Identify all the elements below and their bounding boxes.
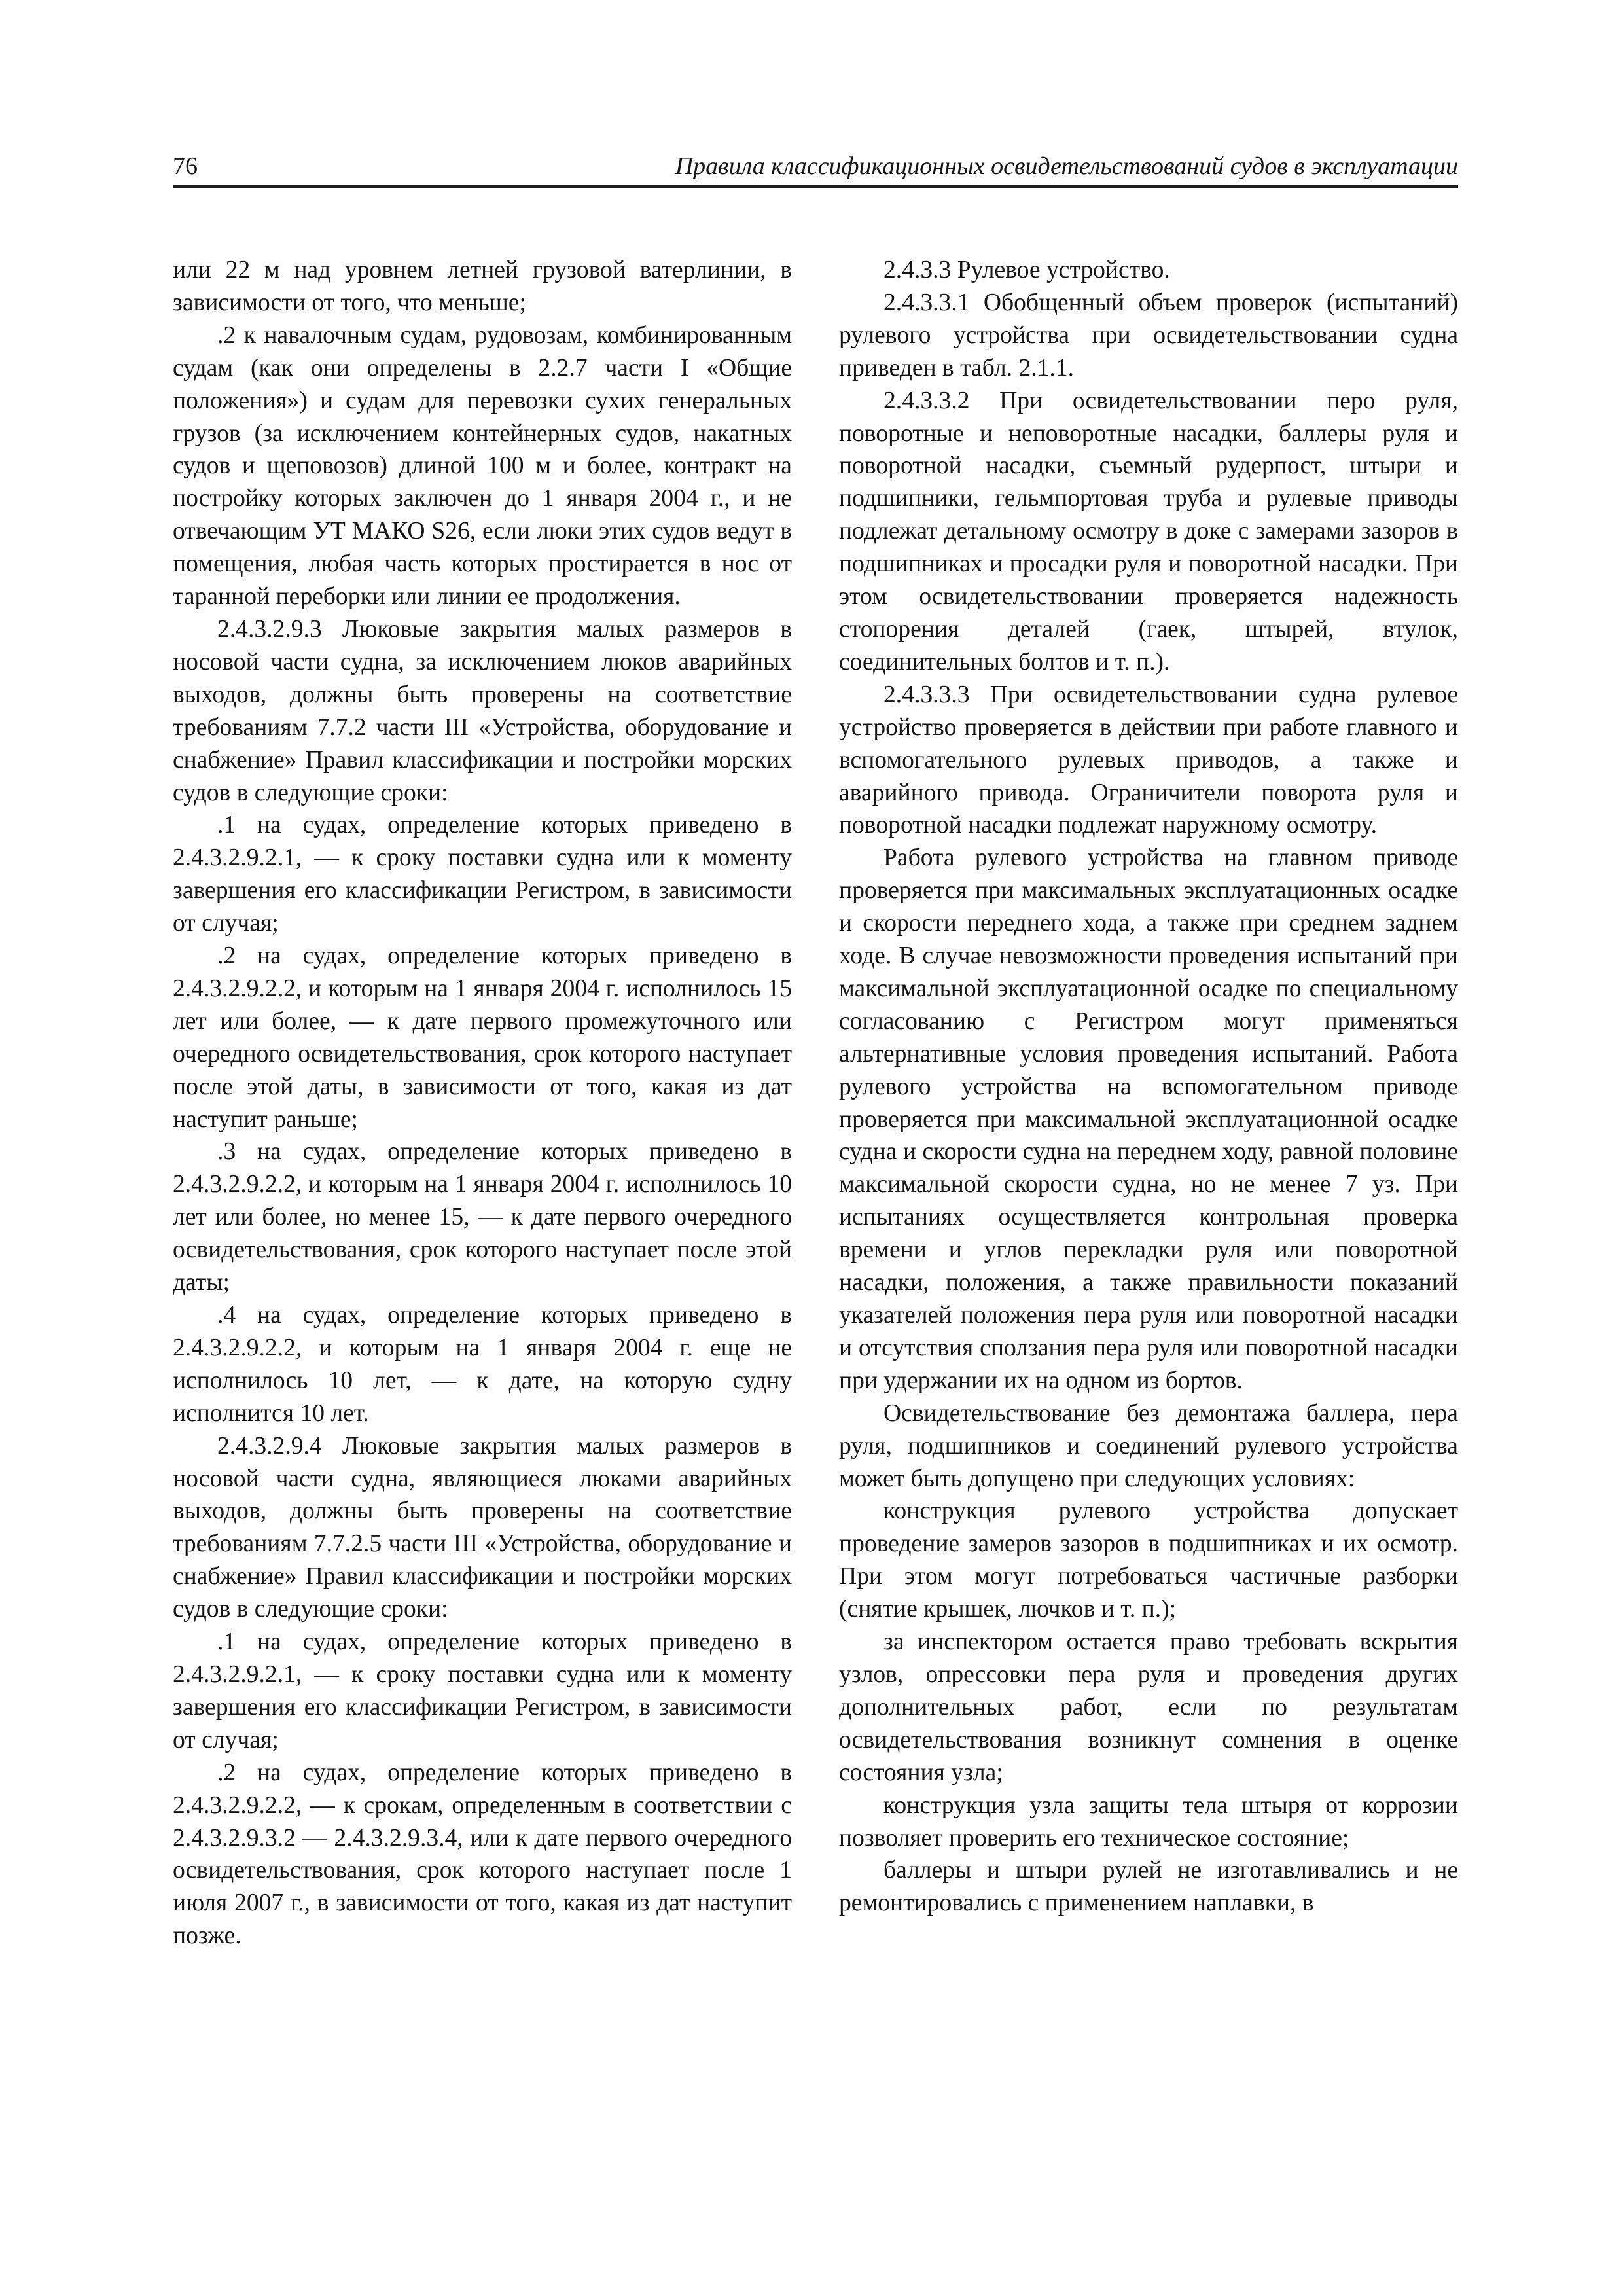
- paragraph: .1 на судах, определение которых приведено в 2.4.3.2.9.2.1, — к сроку поставки судна или к моменту завершения его классификации Регистром, в зависимости от случая;: [173, 812, 792, 937]
- paragraph: конструкция рулевого устройства допускает проведение замеров зазоров в подшипниках и их осмотр. При этом могут потребоваться частичные разборки (снятие крышек, лючков и т. п.);: [839, 1498, 1458, 1623]
- running-title: Правила классификационных освидетельствований судов в эксплуатации: [675, 152, 1458, 180]
- right-column: [839, 254, 1458, 1920]
- paragraph: 2.4.3.3.1 Обобщенный объем проверок (испытаний) рулевого устройства при освидетельствовании судна приведен в табл. 2.1.1.: [839, 289, 1458, 382]
- section-heading: 2.4.3.3 Рулевое устройство.: [883, 257, 1170, 283]
- paragraph: .2 на судах, определение которых приведено в 2.4.3.2.9.2.2, — к срокам, определенным в соответствии с 2.4.3.2.9.3.2 — 2.4.3.2.9.3.4, или к дате первого очередного освидетельствования, срок которого наступает после 1 июля 2007 г., в зависимости от того, какая из дат наступит позже.: [173, 1759, 792, 1950]
- paragraph: или 22 м над уровнем летней грузовой ватерлинии, в зависимости от того, что меньше;: [173, 257, 792, 316]
- paragraph: 2.4.3.2.9.4 Люковые закрытия малых размеров в носовой части судна, являющиеся люками аварийных выходов, должны быть проверены на соответствие требованиям 7.7.2.5 части III «Устройства, оборудование и снабжение» Правил классификации и постройки морских судов в следующие сроки:: [173, 1432, 792, 1623]
- paragraph: 2.4.3.3.3 При освидетельствовании судна рулевое устройство проверяется в действии при работе главного и вспомогательного рулевых приводов, а также и аварийного привода. Ограничители поворота руля и поворотной насадки подлежат наружному осмотру.: [839, 681, 1458, 839]
- paragraph: за инспектором остается право требовать вскрытия узлов, опрессовки пера руля и проведения других дополнительных работ, если по результатам освидетельствования возникнут сомнения в оценке состояния узла;: [839, 1628, 1458, 1786]
- paragraph: .1 на судах, определение которых приведено в 2.4.3.2.9.2.1, — к сроку поставки судна или к моменту завершения его классификации Регистром, в зависимости от случая;: [173, 1628, 792, 1753]
- paragraph: баллеры и штыри рулей не изготавливались и не ремонтировались с применением наплавки, в: [839, 1857, 1458, 1917]
- paragraph: .3 на судах, определение которых приведено в 2.4.3.2.9.2.2, и которым на 1 января 2004 г. исполнилось 10 лет или более, но менее 15, — к дате первого очередного освидетельствования, срок которого наступает после этой даты;: [173, 1138, 792, 1297]
- paragraph: 2.4.3.2.9.3 Люковые закрытия малых размеров в носовой части судна, за исключением люков аварийных выходов, должны быть проверены на соответствие требованиям 7.7.2 части III «Устройства, оборудование и снабжение» Правил классификации и постройки морских судов в следующие сроки:: [173, 615, 792, 806]
- paragraph: конструкция узла защиты тела штыря от коррозии позволяет проверить его техническое состояние;: [839, 1791, 1458, 1852]
- paragraph: Освидетельствование без демонтажа баллера, пера руля, подшипников и соединений рулевого устройства может быть допущено при следующих условиях:: [839, 1399, 1458, 1492]
- paragraph: Работа рулевого устройства на главном приводе проверяется при максимальных эксплуатационных осадке и скорости переднего хода, а также при среднем заднем ходе. В случае невозможности проведения испытаний при максимальной эксплуатационной осадке по специальному согласованию с Регистром могут применяться альтернативные условия проведения испытаний. Работа рулевого устройства на вспомогательном приводе проверяется при максимальной эксплуатационной осадке судна и скорости судна на переднем ходу, равной половине максимальной скорости судна, но не менее 7 уз. При испытаниях осуществляется контрольная проверка времени и углов перекладки руля или поворотной насадки, положения, а также правильности показаний указателей положения пера руля или поворотной насадки и отсутствия сползания пера руля или поворотной насадки при удержании их на одном из бортов.: [839, 844, 1458, 1394]
- paragraph: .4 на судах, определение которых приведено в 2.4.3.2.9.2.2, и которым на 1 января 2004 г. еще не исполнилось 10 лет, — к дате, на которую судну исполнится 10 лет.: [173, 1302, 792, 1427]
- paragraph: .2 к навалочным судам, рудовозам, комбинированным судам (как они определены в 2.2.7 части I «Общие положения») и судам для перевозки сухих генеральных грузов (за исключением контейнерных судов, накатных судов и щеповозов) длиной 100 м и более, контракт на постройку которых заключен до 1 января 2004 г., и не отвечающим УТ МАКО S26, если люки этих судов ведут в помещения, любая часть которых простирается в нос от таранной переборки или линии ее продолжения.: [173, 321, 792, 611]
- paragraph: 2.4.3.3.2 При освидетельствовании перо руля, поворотные и неповоротные насадки, баллеры руля и поворотной насадки, съемный рудерпост, штыри и подшипники, гельмпортовая труба и рулевые приводы подлежат детальному осмотру в доке с замерами зазоров в подшипниках и просадки руля и поворотной насадки. При этом освидетельствовании проверяется надежность стопорения деталей (гаек, штырей, втулок, соединительных болтов и т. п.).: [839, 387, 1458, 675]
- paragraph: .2 на судах, определение которых приведено в 2.4.3.2.9.2.2, и которым на 1 января 2004 г. исполнилось 15 лет или более, — к дате первого промежуточного или очередного освидетельствования, срок которого наступает после этой даты, в зависимости от того, какая из дат наступит раньше;: [173, 942, 792, 1133]
- page-number: 76: [173, 152, 198, 180]
- left-column: [173, 254, 792, 1952]
- page-header: [173, 143, 1458, 188]
